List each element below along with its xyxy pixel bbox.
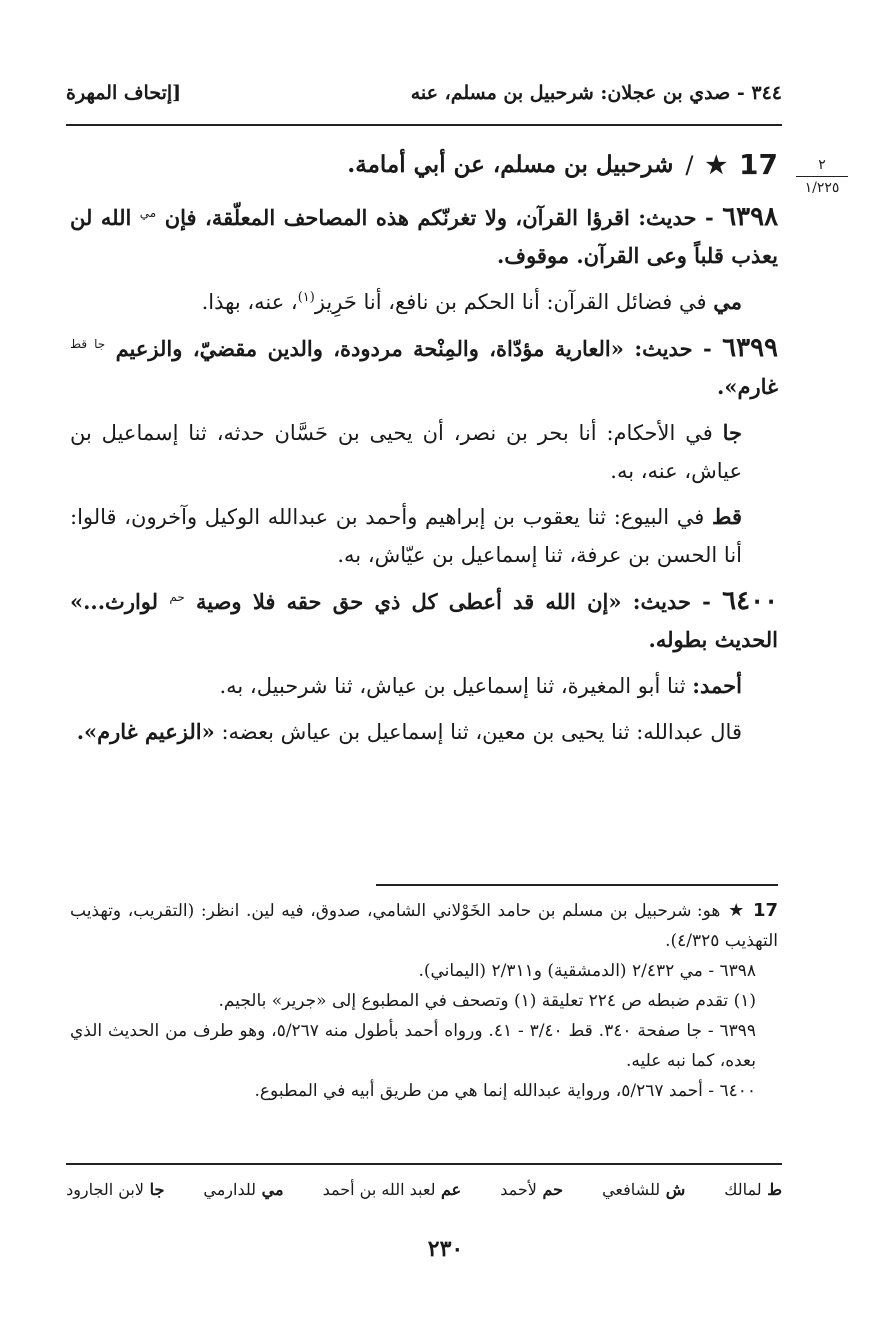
footnote-number: 17 ★ xyxy=(726,900,779,921)
page-header xyxy=(66,76,782,110)
key-item xyxy=(66,1180,164,1199)
hadith-6400 xyxy=(70,582,778,659)
key-abbr: جا xyxy=(149,1180,165,1199)
key-meaning: للشافعي xyxy=(602,1180,661,1199)
key-item xyxy=(724,1180,782,1199)
source-tag: أحمد: xyxy=(692,673,742,698)
source-text: في فضائل القرآن: أنا الحكم بن نافع، أنا حَرِيز xyxy=(314,290,707,314)
key-meaning: للدارمي xyxy=(203,1180,257,1199)
key-meaning: لمالك xyxy=(724,1180,762,1199)
source-symbol: مي xyxy=(139,206,157,220)
key-divider xyxy=(66,1163,782,1165)
source-6398 xyxy=(70,283,778,321)
key-item xyxy=(323,1180,462,1199)
quoted-text: «الزعيم غارم». xyxy=(76,719,215,744)
hadith-text: - حديث: اقرؤا القرآن، ولا تغرنّكم هذه المصاحف المعلّقة، فإن xyxy=(164,205,714,230)
key-abbr: ط xyxy=(767,1180,782,1199)
source-6399-ja xyxy=(70,414,778,490)
key-abbr: مي xyxy=(261,1180,284,1199)
hadith-number: ٦٣٩٨ xyxy=(722,202,779,232)
entry-slash: / xyxy=(685,151,694,179)
key-meaning: لابن الجارود xyxy=(66,1180,145,1199)
key-meaning: لعبد الله بن أحمد xyxy=(322,1180,436,1199)
hadith-text: - حديث: «إن الله قد أعطى كل ذي حق حقه فلا وصية xyxy=(196,589,711,614)
source-text: قال عبدالله: ثنا يحيى بن معين، ثنا إسماعيل بن عياش بعضه: xyxy=(221,720,742,744)
source-text-end: ، عنه، بهذا. xyxy=(201,290,298,314)
page-number: ٢٣٠ xyxy=(427,1236,464,1262)
margin-reference xyxy=(796,156,848,197)
footnote-ref: (١) xyxy=(297,290,315,305)
key-abbr: عم xyxy=(441,1180,462,1199)
book-title: [إتحاف المهرة xyxy=(66,82,182,104)
footnote-divider xyxy=(376,884,778,886)
entry-number: 17 xyxy=(739,148,778,181)
entry-title: شرحبيل بن مسلم، عن أبي أمامة. xyxy=(347,151,674,178)
hadith-text: الله لن يعذب قلباً وعى القرآن. موقوف. xyxy=(70,205,778,268)
header-divider xyxy=(66,124,782,126)
source-tag: قط xyxy=(712,504,742,529)
footnote-item: ٦٤٠٠ - أحمد ٥/٢٦٧، ورواية عبدالله إنما هي من طريق أبيه في المطبوع. xyxy=(254,1081,756,1101)
hadith-number: ٦٤٠٠ xyxy=(722,586,779,616)
star-icon: ★ xyxy=(705,150,728,179)
footnote-item: ٦٣٩٩ - جا صفحة ٣٤٠. قط ٣/٤٠ - ٤١. ورواه أحمد بأطول منه ٥/٢٦٧، وهو طرف من الحديث الذي بعده، كما نبه عليه. xyxy=(70,1021,757,1071)
footnotes xyxy=(70,896,778,1106)
hadith-text: - حديث: «العارية مؤدّاة، والمِنْحة مردودة، والدين مقضيّ، والزعيم xyxy=(115,336,712,361)
key-item xyxy=(203,1180,283,1199)
margin-ref-bottom: ١/٢٢٥ xyxy=(804,180,840,196)
hadith-6398 xyxy=(70,198,778,275)
main-text xyxy=(70,146,778,759)
key-item xyxy=(500,1180,563,1199)
source-tag: جا xyxy=(722,420,742,445)
key-item xyxy=(602,1180,685,1199)
margin-ref-top: ٢ xyxy=(796,156,848,177)
hadith-6399 xyxy=(70,329,778,406)
source-text: في الأحكام: أنا بحر بن نصر، أن يحيى بن حَسَّان حدثه، ثنا إسماعيل بن عياش، عنه، به. xyxy=(70,421,742,483)
hadith-text: لوارث...» الحديث بطوله. xyxy=(70,589,778,652)
source-6400-abdallah xyxy=(70,713,778,751)
source-6399-qt xyxy=(70,498,778,574)
source-text: ثنا أبو المغيرة، ثنا إسماعيل بن عياش، ثنا شرحبيل، به. xyxy=(219,674,686,698)
key-abbr: حم xyxy=(542,1180,564,1199)
entry-heading xyxy=(70,146,778,184)
source-tag: مي xyxy=(713,289,742,314)
abbreviation-key xyxy=(66,1180,782,1199)
source-symbol: حم xyxy=(169,590,185,604)
hadith-number: ٦٣٩٩ xyxy=(722,333,778,363)
footnote-item xyxy=(70,896,778,956)
footnote-text: هو: شرحبيل بن مسلم بن حامد الخَوْلاني الشامي، صدوق، فيه لين. انظر: (التقريب، وتهذيب التهذيب ٤/٣٢٥). xyxy=(70,901,778,951)
hadith-text: غارم». xyxy=(717,374,778,399)
source-text: في البيوع: ثنا يعقوب بن إبراهيم وأحمد بن عبدالله الوكيل وآخرون، قالوا: أنا الحسن بن عرفة، ثنا إسماعيل بن عيّاش، به. xyxy=(70,505,742,567)
source-symbol: جا قط xyxy=(70,337,106,351)
key-meaning: لأحمد xyxy=(500,1180,537,1199)
source-6400-ahmad xyxy=(70,667,778,705)
footnote-item: (١) تقدم ضبطه ص ٢٢٤ تعليقة (١) وتصحف في المطبوع إلى «جرير» بالجيم. xyxy=(218,991,756,1011)
footnote-item: ٦٣٩٨ - مي ٢/٤٣٢ (الدمشقية) و٢/٣١١ (اليماني). xyxy=(418,961,756,981)
key-abbr: ش xyxy=(665,1180,686,1199)
running-title: ٣٤٤ - صدي بن عجلان: شرحبيل بن مسلم، عنه xyxy=(410,82,782,104)
